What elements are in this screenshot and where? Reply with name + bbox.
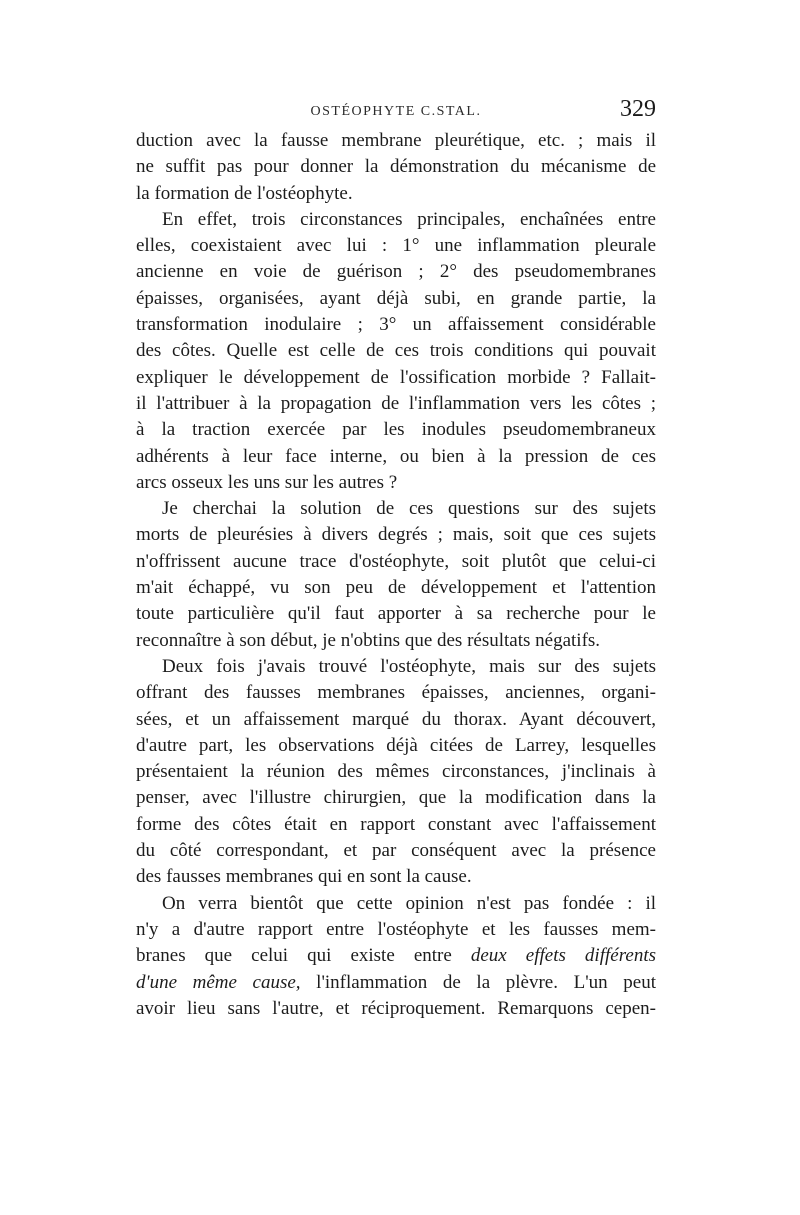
page-number: 329 [620,96,656,122]
text-line: duction avec la fausse membrane pleurétique, etc. ; mais il [136,130,656,151]
text-line: elles, coexistaient avec lui : 1° une inflammation pleurale [136,235,656,257]
text-line: forme des côtes était en rapport constant avec l'affaissement [136,813,656,835]
text-line: toute particulière qu'il faut apporter à sa recherche pour le [136,603,656,625]
text-line: expliquer le développement de l'ossification morbide ? Fallait- [136,366,656,388]
text-line: ancienne en voie de guérison ; 2° des pseudomembranes [136,261,656,283]
text-run: l'inflammation de la plèvre. L'un peut [300,971,656,993]
italic-phrase: deux effets différents [470,945,656,967]
text-line: la formation de l'ostéophyte. [136,182,353,204]
text-line: avoir lieu sans l'autre, et réciproquement. Remarquons cepen- [136,997,656,1019]
text-line: adhérents à leur face interne, ou bien à la pression de ces [136,445,656,467]
italic-phrase: d'une même cause, [136,971,301,993]
text-line: arcs osseux les uns sur les autres ? [136,471,398,493]
text-line: m'ait échappé, vu son peu de développement et l'attention [136,577,656,599]
text-line: Deux fois j'avais trouvé l'ostéophyte, mais sur des sujets [162,655,656,677]
text-line: présentaient la réunion des mêmes circonstances, j'inclinais à [136,761,656,783]
text-line: transformation inodulaire ; 3° un affaissement considérable [136,314,656,336]
text-line: des côtes. Quelle est celle de ces trois conditions qui pouvait [136,340,656,362]
text-line: reconnaître à son début, je n'obtins que des résultats négatifs. [136,629,601,651]
text-line-mixed [136,943,656,969]
text-line: offrant des fausses membranes épaisses, anciennes, organi- [136,682,656,704]
text-line: morts de pleurésies à divers degrés ; mais, soit que ces sujets [136,524,656,546]
text-line: On verra bientôt que cette opinion n'est pas fondée : il [162,892,656,914]
running-title: OSTÉOPHYTE C.STAL. [310,104,482,119]
text-line: des fausses membranes qui en sont la cause. [136,866,472,888]
text-line: à la traction exercée par les inodules pseudomembraneux [136,419,656,441]
running-head [136,96,656,130]
text-line: En effet, trois circonstances principales, enchaînées entre [162,208,656,230]
text-line: penser, avec l'illustre chirurgien, que la modification dans la [136,787,656,809]
body-text [136,128,656,1022]
text-line: ne suffit pas pour donner la démonstration du mécanisme de [136,156,656,178]
text-line-mixed [136,970,656,996]
text-line: Je cherchai la solution de ces questions sur des sujets [162,498,656,520]
text-line: n'y a d'autre rapport entre l'ostéophyte et les fausses mem- [136,918,656,940]
text-run: branes que celui qui existe entre [136,945,452,967]
text-line: du côté correspondant, et par conséquent avec la présence [136,840,656,862]
text-line: il l'attribuer à la propagation de l'inflammation vers les côtes ; [136,392,656,414]
text-line: sées, et un affaissement marqué du thorax. Ayant découvert, [136,708,656,730]
text-line: épaisses, organisées, ayant déjà subi, en grande partie, la [136,287,656,309]
text-line: d'autre part, les observations déjà citées de Larrey, lesquelles [136,734,656,756]
text-line: n'offrissent aucune trace d'ostéophyte, soit plutôt que celui-ci [136,550,656,572]
